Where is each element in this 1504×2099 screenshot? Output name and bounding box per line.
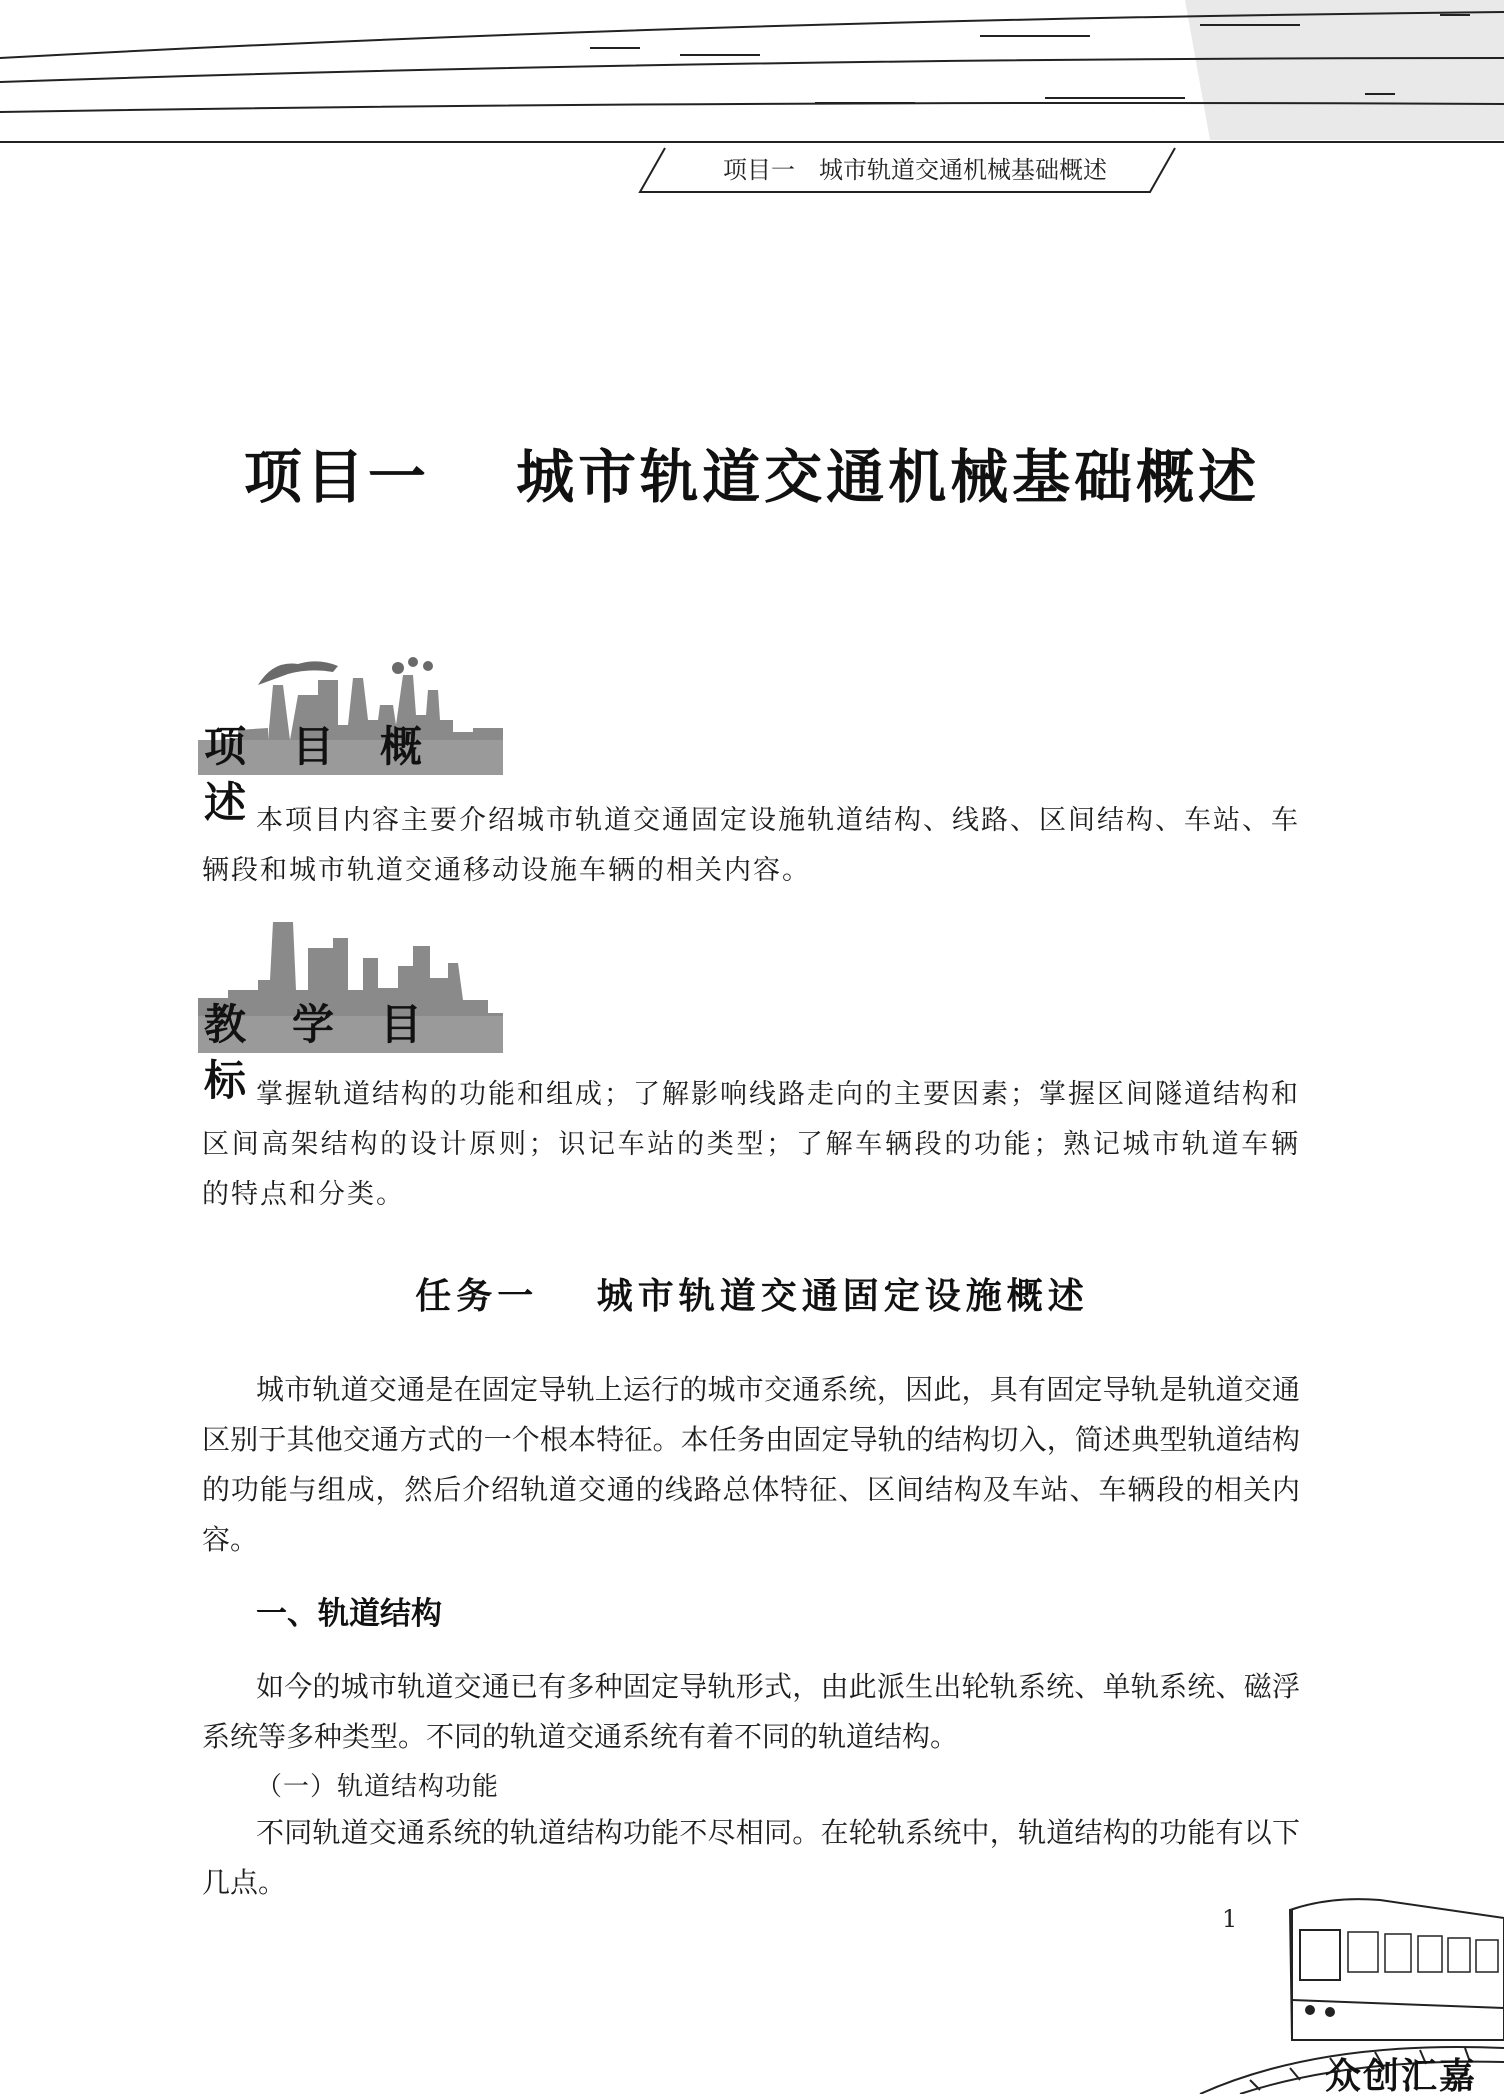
section-heading: 一、轨道结构: [256, 1596, 442, 1632]
objectives-text: 掌握轨道结构的功能和组成；了解影响线路走向的主要因素；掌握区间隧道结构和区间高架结构的设计原则；识记车站的类型；了解车辆段的功能；熟记城市轨道车辆的特点和分类。: [202, 1079, 1300, 1210]
section-text: 如今的城市轨道交通已有多种固定导轨形式，由此派生出轮轨系统、单轨系统、磁浮系统等多种类型。不同的轨道交通系统有着不同的轨道结构。: [202, 1670, 1300, 1753]
task-title: 任务一 城市轨道交通固定设施概述: [415, 1276, 1089, 1317]
objectives-title: 教学目标: [204, 1000, 469, 1105]
objectives-banner: [198, 918, 503, 1105]
overview-title: 项目概述: [204, 722, 469, 827]
running-header: 项目一 城市轨道交通机械基础概述: [723, 156, 1107, 184]
task-intro-text: 城市轨道交通是在固定导轨上运行的城市交通系统，因此，具有固定导轨是轨道交通区别于其他交通方式的一个根本特征。本任务由固定导轨的结构切入，简述典型轨道结构的功能与组成，然后介绍轨道交通的线路总体特征、区间结构及车站、车辆段的相关内容。: [202, 1373, 1300, 1556]
watermark: 众创汇嘉: [1325, 2056, 1478, 2097]
subsection-heading: （一）轨道结构功能: [256, 1772, 500, 1802]
page-number: 1: [1222, 1905, 1238, 1933]
chapter-title: 项目一 城市轨道交通机械基础概述: [243, 443, 1261, 511]
subsection-text: 不同轨道交通系统的轨道结构功能不尽相同。在轮轨系统中，轨道结构的功能有以下几点。: [202, 1816, 1300, 1899]
overview-text: 本项目内容主要介绍城市轨道交通固定设施轨道结构、线路、区间结构、车站、车辆段和城市轨道交通移动设施车辆的相关内容。: [202, 805, 1300, 886]
overview-banner: [198, 640, 503, 827]
